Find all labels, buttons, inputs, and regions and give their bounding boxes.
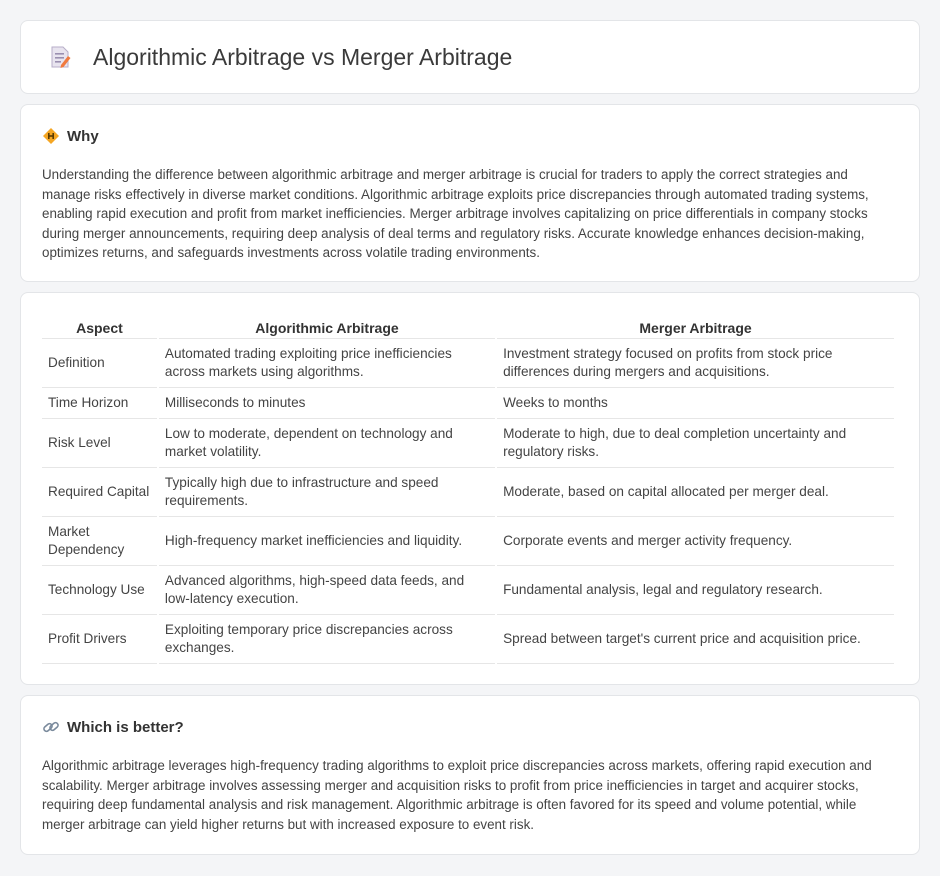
table-cell: Moderate, based on capital allocated per merger deal. xyxy=(497,468,894,517)
why-text: Understanding the difference between algorithmic arbitrage and merger arbitrage is crucial for traders to apply the correct strategies and manage risks effectively in diverse market conditions. Algorithmic arbitrage exploits price discrepancies through automated trading systems, enabling rapid execution and profit from market inefficiencies. Merger arbitrage involves capitalizing on price differentials in company stocks during merger announcements, requiring deep analysis of deal terms and regulatory risks. Accurate knowledge enhances decision-making, optimizes returns, and safeguards investments across volatile trading environments. xyxy=(42,167,869,260)
table-cell: Automated trading exploiting price inefficiencies across markets using algorithms. xyxy=(159,339,495,388)
table-row xyxy=(42,339,894,388)
comparison-table xyxy=(40,313,896,664)
table-cell: Spread between target's current price and acquisition price. xyxy=(497,615,894,664)
table-cell: Investment strategy focused on profits from stock price differences during mergers and acquisitions. xyxy=(497,339,894,388)
table-cell: Required Capital xyxy=(42,468,157,517)
table-cell: Corporate events and merger activity frequency. xyxy=(497,517,894,566)
better-heading xyxy=(42,718,898,736)
title-card xyxy=(20,20,920,94)
table-row xyxy=(42,388,894,419)
column-header-merger: Merger Arbitrage xyxy=(497,313,894,339)
better-title: Which is better? xyxy=(67,718,184,736)
document-pen-icon xyxy=(47,44,73,70)
diamond-signal-icon xyxy=(42,127,60,145)
table-cell: Advanced algorithms, high-speed data feeds, and low-latency execution. xyxy=(159,566,495,615)
table-cell: Typically high due to infrastructure and speed requirements. xyxy=(159,468,495,517)
table-cell: Time Horizon xyxy=(42,388,157,419)
table-row xyxy=(42,468,894,517)
table-cell: Milliseconds to minutes xyxy=(159,388,495,419)
comparison-table-card xyxy=(20,292,920,685)
table-cell: Market Dependency xyxy=(42,517,157,566)
table-row xyxy=(42,419,894,468)
why-section xyxy=(20,104,920,282)
table-cell: Low to moderate, dependent on technology and market volatility. xyxy=(159,419,495,468)
table-cell: Fundamental analysis, legal and regulatory research. xyxy=(497,566,894,615)
table-cell: Risk Level xyxy=(42,419,157,468)
table-cell: Exploiting temporary price discrepancies across exchanges. xyxy=(159,615,495,664)
table-row xyxy=(42,615,894,664)
column-header-algorithmic: Algorithmic Arbitrage xyxy=(159,313,495,339)
table-cell: Technology Use xyxy=(42,566,157,615)
page-title: Algorithmic Arbitrage vs Merger Arbitrage xyxy=(93,43,513,70)
which-is-better-section xyxy=(20,695,920,855)
table-cell: Moderate to high, due to deal completion uncertainty and regulatory risks. xyxy=(497,419,894,468)
table-row xyxy=(42,517,894,566)
table-cell: Profit Drivers xyxy=(42,615,157,664)
column-header-aspect: Aspect xyxy=(42,313,157,339)
table-cell: Definition xyxy=(42,339,157,388)
table-cell: High-frequency market inefficiencies and liquidity. xyxy=(159,517,495,566)
better-text: Algorithmic arbitrage leverages high-frequency trading algorithms to exploit price discrepancies across markets, offering rapid execution and scalability. Merger arbitrage involves assessing merger and acquisition risks to profit from price inefficiencies in target and acquirer stocks, requiring deep fundamental analysis and risk management. Algorithmic arbitrage is often favored for its speed and volume potential, while merger arbitrage can yield higher returns but with increased exposure to event risk. xyxy=(42,758,872,832)
link-icon xyxy=(42,718,60,736)
table-cell: Weeks to months xyxy=(497,388,894,419)
why-heading xyxy=(42,127,898,145)
table-row xyxy=(42,566,894,615)
table-header-row xyxy=(42,313,894,339)
why-title: Why xyxy=(67,127,99,145)
